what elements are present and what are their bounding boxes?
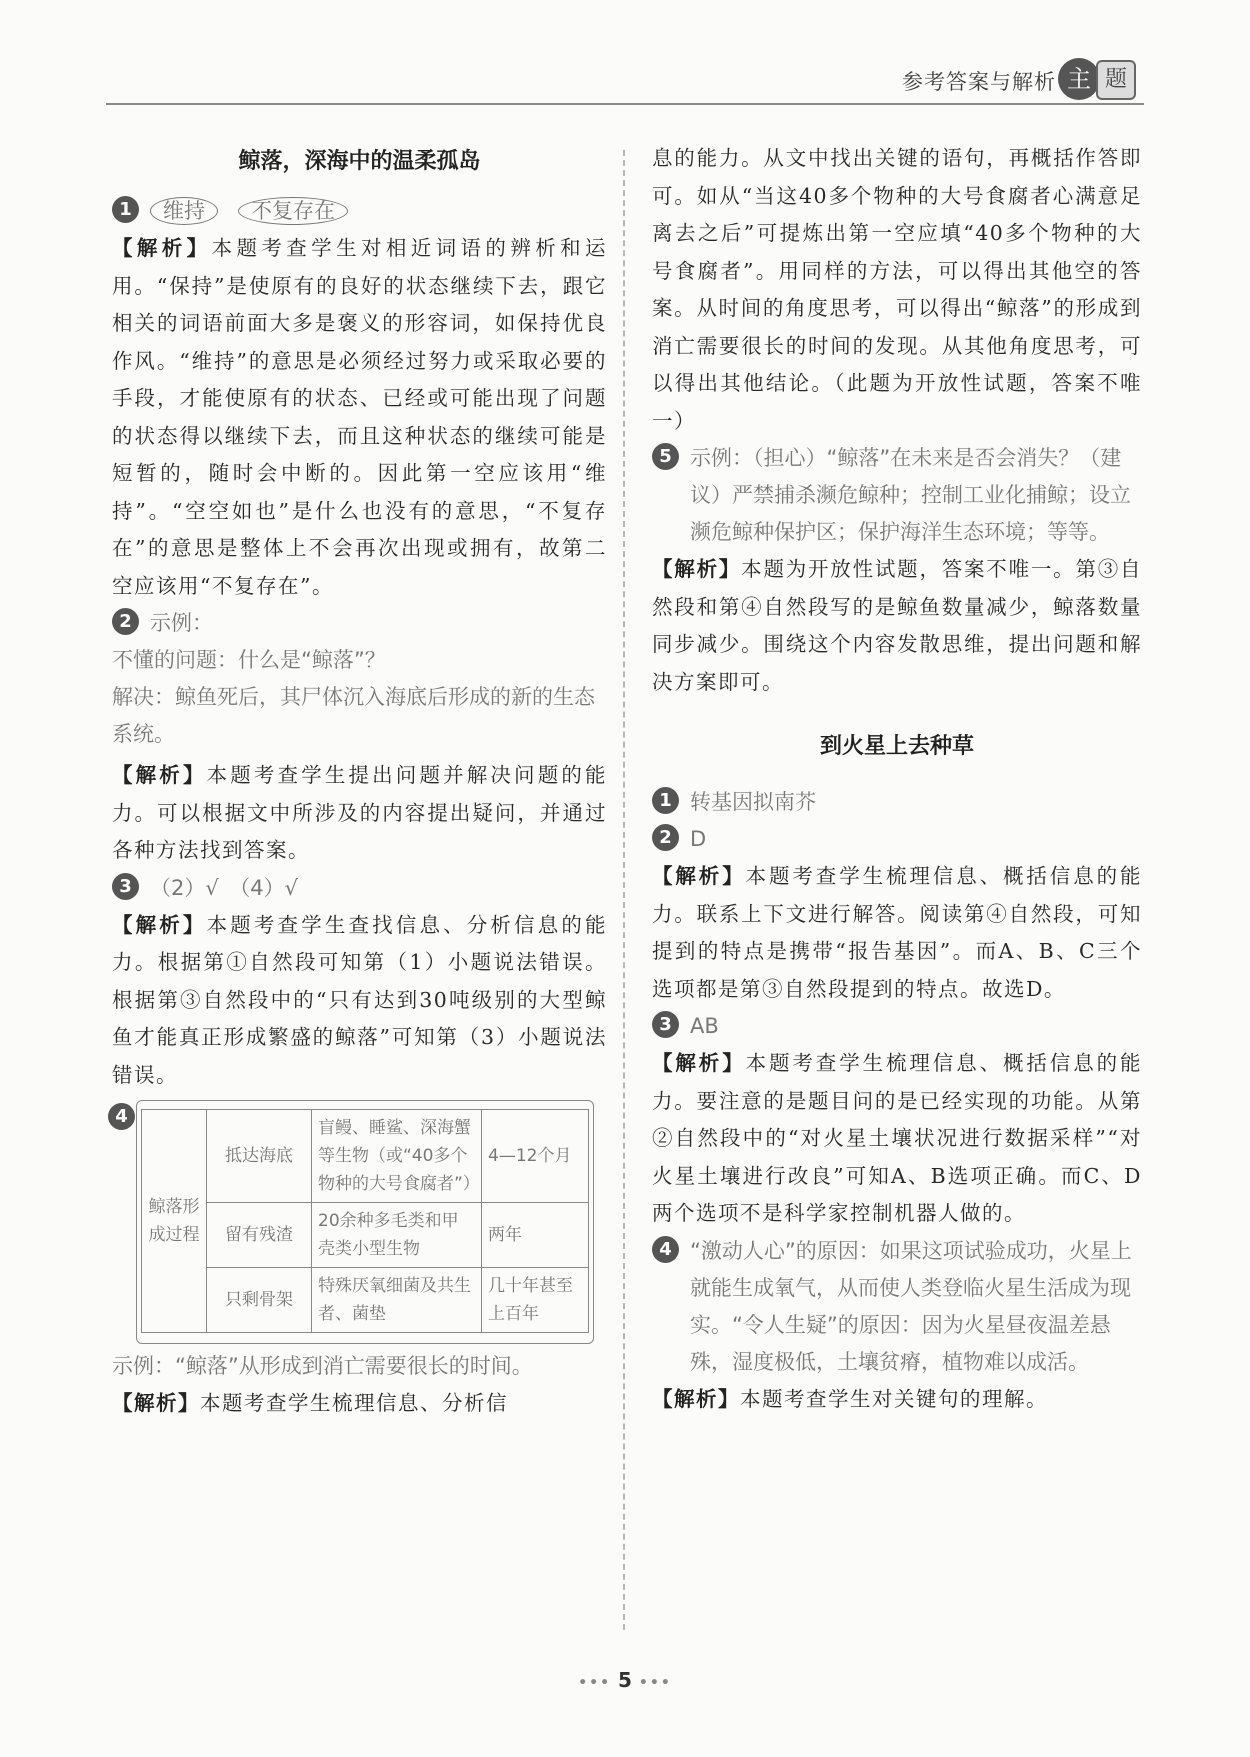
table-cell-content: 特殊厌氧细菌及共生者、菌垫 [312, 1268, 482, 1333]
question-number: 3 [652, 1011, 679, 1038]
answer-text [150, 193, 607, 230]
analysis-paragraph [652, 858, 1142, 1008]
page-number [0, 1668, 1250, 1692]
question-number: 5 [652, 443, 679, 470]
analysis-paragraph [112, 1385, 607, 1423]
section-title-mars-grass: 到火星上去种草 [819, 734, 974, 759]
analysis-text: 本题考查学生梳理信息、概括信息的能力。要注意的是题目问的是已经实现的功能。从第②自然段中的“对火星土壤状况进行数据采样”“对火星土壤进行改良”可知A、B选项正确。而C、D两个选项不是科学家控制机器人做的。 [652, 1051, 1143, 1225]
column-divider [623, 150, 625, 1630]
question-number: 2 [112, 608, 139, 635]
answer-item-1 [112, 193, 607, 230]
page-dots-right: ••• [638, 1675, 672, 1691]
analysis-text: 本题考查学生梳理信息、概括信息的能力。联系上下文进行解答。阅读第④自然段，可知提到的特点是携带“报告基因”。而A、B、C三个选项都是第③自然段提到的特点。故选D。 [652, 864, 1143, 1001]
process-table-frame [136, 1100, 594, 1344]
badge-char-2: 题 [1096, 60, 1136, 100]
answer-question: 不懂的问题：什么是“鲸落”？ [112, 648, 386, 672]
badge-char-1: 主 [1058, 58, 1100, 100]
analysis-text: 本题考查学生对相近词语的辨析和运用。“保持”是使原有的良好的状态继续下去，跟它相关的词语前面大多是褒义的形容词，如保持优良作风。“维持”的意思是必须经过努力或采取必要的手段，才能使原有的状态、已经或可能出现了问题的状态得以继续下去，而且这种状态的继续可能是短暂的，随时会中断的。因此第一空应该用“维持”。“空空如也”是什么也没有的意思，“不复存在”的意思是整体上不会再次出现或拥有，故第二空应该用“不复存在”。 [112, 236, 608, 598]
question-number: 3 [112, 873, 139, 900]
question-number: 2 [652, 824, 679, 851]
analysis-paragraph [112, 907, 607, 1095]
analysis-tag: 【解析】 [652, 1386, 740, 1411]
whale-fall-process-table [141, 1109, 589, 1333]
left-column [112, 140, 607, 1423]
answer-item-mars-4 [652, 1233, 1142, 1381]
table-row [142, 1110, 589, 1203]
answer-item-5 [652, 440, 1142, 551]
table-cell-stage: 抵达海底 [207, 1110, 312, 1203]
analysis-paragraph [112, 757, 607, 870]
table-cell-stage: 只剩骨架 [207, 1268, 312, 1333]
table-row [142, 1203, 589, 1268]
table-row-header: 鲸落形成过程 [142, 1110, 207, 1333]
table-cell-content: 盲鳗、睡鲨、深海蟹等生物（或“40多个物种的大号食腐者”） [312, 1110, 482, 1203]
analysis-tag: 【解析】 [112, 763, 207, 787]
table-cell-stage: 留有残渣 [207, 1203, 312, 1268]
analysis-paragraph [652, 1045, 1142, 1233]
question-number: 4 [108, 1103, 135, 1130]
question-number: 1 [652, 787, 679, 814]
answer-text: 转基因拟南芥 [690, 790, 816, 814]
answer-item-3 [112, 870, 607, 907]
answer-item-mars-1 [652, 784, 1142, 821]
header-rule [106, 103, 1144, 105]
answer-solution: 解决：鲸鱼死后，其尸体沉入海底后形成的新的生态系统。 [112, 685, 595, 746]
analysis-text: 本题考查学生梳理信息、分析信 [200, 1391, 508, 1415]
table-cell-time: 几十年甚至上百年 [482, 1268, 589, 1333]
analysis-text: 本题考查学生提出问题并解决问题的能力。可以根据文中所涉及的内容提出疑问，并通过各种方法找到答案。 [112, 763, 608, 862]
header-title: 参考答案与解析 [902, 70, 1056, 94]
analysis-tag: 【解析】 [652, 864, 746, 888]
answer-blank-1: 维持 [150, 197, 218, 225]
answer-text: “激动人心”的原因：如果这项试验成功，火星上就能生成氧气，从而使人类登临火星生活成为现实。“令人生疑”的原因：因为火星昼夜温差悬殊，湿度极低，土壤贫瘠，植物难以成活。 [690, 1238, 1132, 1374]
analysis-text: 本题考查学生查找信息、分析信息的能力。根据第①自然段可知第（1）小题说法错误。根据第③自然段中的“只有达到30吨级别的大型鲸鱼才能真正形成繁盛的鲸落”可知第（3）小题说法错误。 [112, 912, 608, 1087]
answer-text: （2）√ （4）√ [150, 875, 298, 900]
analysis-text: 本题考查学生对关键句的理解。 [740, 1386, 1048, 1411]
analysis-continuation: 息的能力。从文中找出关键的语句，再概括作答即可。如从“当这40多个物种的大号食腐者心满意足离去之后”可提炼出第一空应填“40多个物种的大号食腐者”。用同样的方法，可以得出其他空的答案。从时间的角度思考，可以得出“鲸落”的形成到消亡需要很长的时间的发现。从其他角度思考，可以得出其他结论。（此题为开放性试题，答案不唯一） [652, 146, 1142, 433]
answer-text: AB [690, 1014, 719, 1038]
table-cell-time: 两年 [482, 1203, 589, 1268]
page-number-value: 5 [618, 1668, 632, 1692]
analysis-tag: 【解析】 [112, 912, 207, 937]
answer-text: D [690, 827, 707, 851]
answer-text: 示例：（担心）“鲸落”在未来是否会消失？（建议）严禁捕杀濒危鲸种；控制工业化捕鲸；设立濒危鲸种保护区；保护海洋生态环境；等等。 [690, 446, 1131, 544]
analysis-paragraph [112, 230, 607, 605]
analysis-tag: 【解析】 [652, 1051, 746, 1075]
question-number: 4 [652, 1236, 679, 1263]
analysis-tag: 【解析】 [112, 1391, 200, 1415]
answer-item-2 [112, 605, 607, 642]
analysis-paragraph [652, 1381, 1142, 1419]
analysis-tag: 【解析】 [112, 236, 212, 260]
answer-example: 示例：“鲸落”从形成到消亡需要很长的时间。 [112, 1354, 533, 1378]
answer-item-mars-3 [652, 1008, 1142, 1045]
section-title-whale-fall: 鲸落，深海中的温柔孤岛 [238, 149, 481, 174]
answer-item-4 [112, 1100, 607, 1348]
question-number: 1 [112, 196, 139, 223]
table-cell-content: 20余种多毛类和甲壳类小型生物 [312, 1203, 482, 1268]
analysis-text: 本题为开放性试题，答案不唯一。第③自然段和第④自然段写的是鲸鱼数量减少，鲸落数量同步减少。围绕这个内容发散思维，提出问题和解决方案即可。 [652, 557, 1143, 694]
table-row [142, 1268, 589, 1333]
answer-blank-2: 不复存在 [238, 197, 348, 225]
right-column [652, 140, 1142, 1418]
table-cell-time: 4—12个月 [482, 1110, 589, 1203]
analysis-tag: 【解析】 [652, 557, 742, 581]
analysis-paragraph [652, 551, 1142, 701]
answer-example-label: 示例： [150, 611, 213, 635]
answer-item-mars-2 [652, 821, 1142, 858]
subject-badge [1058, 58, 1138, 102]
page-dots-left: ••• [578, 1675, 612, 1691]
